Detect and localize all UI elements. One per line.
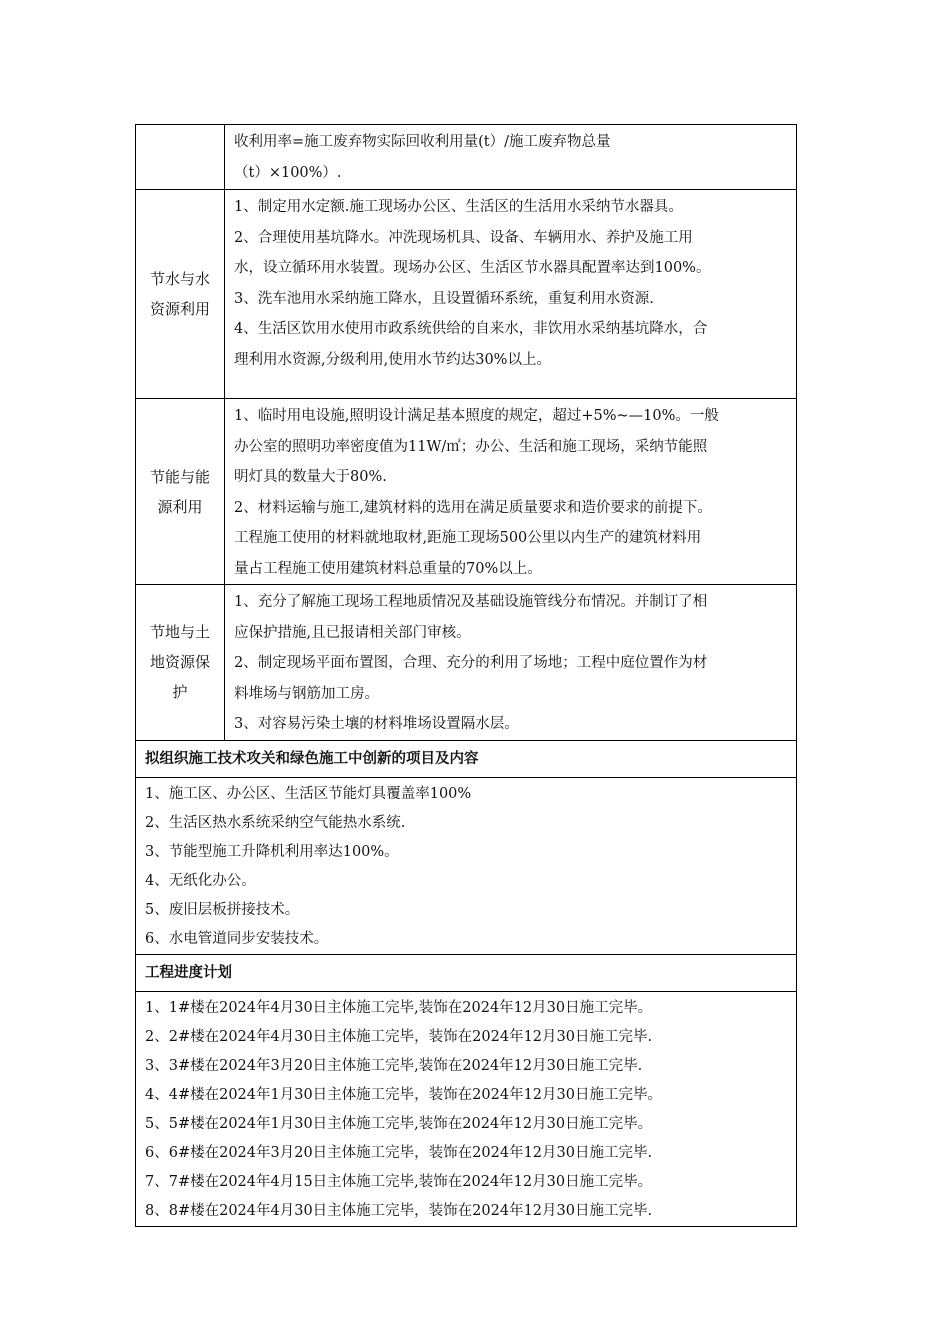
row-content-cell <box>136 777 797 954</box>
row-label-cell <box>136 399 225 585</box>
list-item: 4、4#楼在2024年1月30日主体施工完毕，装饰在2024年12月30日施工完毕。 <box>145 1086 662 1103</box>
list-item: 3、3#楼在2024年3月20日主体施工完毕,装饰在2024年12月30日施工完毕. <box>145 1057 643 1074</box>
text-line: 量占工程施工使用建筑材料总重量的70%以上。 <box>234 560 542 577</box>
row-content-cell <box>225 399 797 585</box>
section-heading: 拟组织施工技术攻关和绿色施工中创新的项目及内容 <box>136 740 797 777</box>
list-item: 6、水电管道同步安装技术。 <box>145 930 329 947</box>
list-item: 8、8#楼在2024年4月30日主体施工完毕，装饰在2024年12月30日施工完毕. <box>145 1202 653 1219</box>
row-content-cell <box>225 585 797 741</box>
row-label: 护 <box>172 683 188 702</box>
text-line: 水，设立循环用水装置。现场办公区、生活区节水器具配置率达到100%。 <box>234 260 711 276</box>
list-item: 5、5#楼在2024年1月30日主体施工完毕,装饰在2024年12月30日施工完毕。 <box>145 1115 653 1132</box>
row-label-cell <box>136 190 225 399</box>
section-heading: 工程进度计划 <box>136 954 797 991</box>
row-label: 节能与能 <box>149 467 210 486</box>
table-row <box>136 585 797 741</box>
list-item: 2、2#楼在2024年4月30日主体施工完毕，装饰在2024年12月30日施工完毕. <box>145 1028 653 1045</box>
table-row <box>136 991 797 1226</box>
list-item: 3、节能型施工升降机利用率达100%。 <box>145 843 399 860</box>
table-row <box>136 125 797 190</box>
document-table <box>135 124 797 1227</box>
text-line: 工程施工使用的材料就地取材,距施工现场500公里以内生产的建筑材料用 <box>234 530 702 546</box>
text-line: 应保护措施,且已报请相关部门审核。 <box>234 624 471 641</box>
text-line: 2、制定现场平面布置图，合理、充分的利用了场地；工程中庭位置作为材 <box>234 655 708 671</box>
row-label: 源利用 <box>157 497 203 516</box>
text-line: 4、生活区饮用水使用市政系统供给的自来水，非饮用水采纳基坑降水，合 <box>234 321 708 337</box>
text-line: 明灯具的数量大于80%. <box>234 469 387 485</box>
row-content-cell <box>225 190 797 399</box>
text-line: 办公室的照明功率密度值为11W/㎡；办公、生活和施工现场，采纳节能照 <box>234 438 708 455</box>
row-content-cell <box>225 125 797 190</box>
text-line: 3、对容易污染土壤的材料堆场设置隔水层。 <box>234 716 519 732</box>
table-row <box>136 740 797 777</box>
text-line: 1、临时用电设施,照明设计满足基本照度的规定，超过+5%~—10%。一般 <box>234 408 719 424</box>
row-label: 地资源保 <box>149 653 210 672</box>
list-item: 2、生活区热水系统采纳空气能热水系统. <box>145 814 406 831</box>
text-line: 1、充分了解施工现场工程地质情况及基础设施管线分布情况。并制订了相 <box>234 594 708 610</box>
row-label-cell <box>136 125 225 190</box>
text-line: 1、制定用水定额.施工现场办公区、生活区的生活用水采纳节水器具。 <box>234 199 683 215</box>
table-row <box>136 399 797 585</box>
text-line: 料堆场与钢筋加工房。 <box>234 685 379 702</box>
table-row <box>136 190 797 399</box>
text-line: 理利用水资源,分级利用,使用水节约达30%以上。 <box>234 351 551 368</box>
text-line: 收利用率=施工废弃物实际回收利用量(t）/施工废弃物总量 <box>234 134 611 150</box>
text-line: 3、洗车池用水采纳施工降水，且设置循环系统，重复利用水资源. <box>234 290 654 307</box>
list-item: 1、1#楼在2024年4月30日主体施工完毕,装饰在2024年12月30日施工完毕。 <box>145 999 653 1016</box>
table-row <box>136 954 797 991</box>
list-item: 1、施工区、办公区、生活区节能灯具覆盖率100% <box>145 785 472 802</box>
row-label: 节地与土 <box>149 623 210 642</box>
list-item: 7、7#楼在2024年4月15日主体施工完毕,装饰在2024年12月30日施工完毕。 <box>145 1173 653 1190</box>
text-line: （t）×100%）. <box>234 164 342 181</box>
row-content-cell <box>136 991 797 1226</box>
text-line: 2、材料运输与施工,建筑材料的选用在满足质量要求和造价要求的前提下。 <box>234 499 712 516</box>
row-label-cell <box>136 585 225 741</box>
row-label: 资源利用 <box>149 300 210 318</box>
row-label: 节水与水 <box>149 270 210 288</box>
list-item: 5、废旧层板拼接技术。 <box>145 901 300 918</box>
text-line: 2、合理使用基坑降水。冲洗现场机具、设备、车辆用水、养护及施工用 <box>234 229 693 246</box>
list-item: 4、无纸化办公。 <box>145 872 256 889</box>
list-item: 6、6#楼在2024年3月20日主体施工完毕，装饰在2024年12月30日施工完毕. <box>145 1144 653 1161</box>
table-row <box>136 777 797 954</box>
